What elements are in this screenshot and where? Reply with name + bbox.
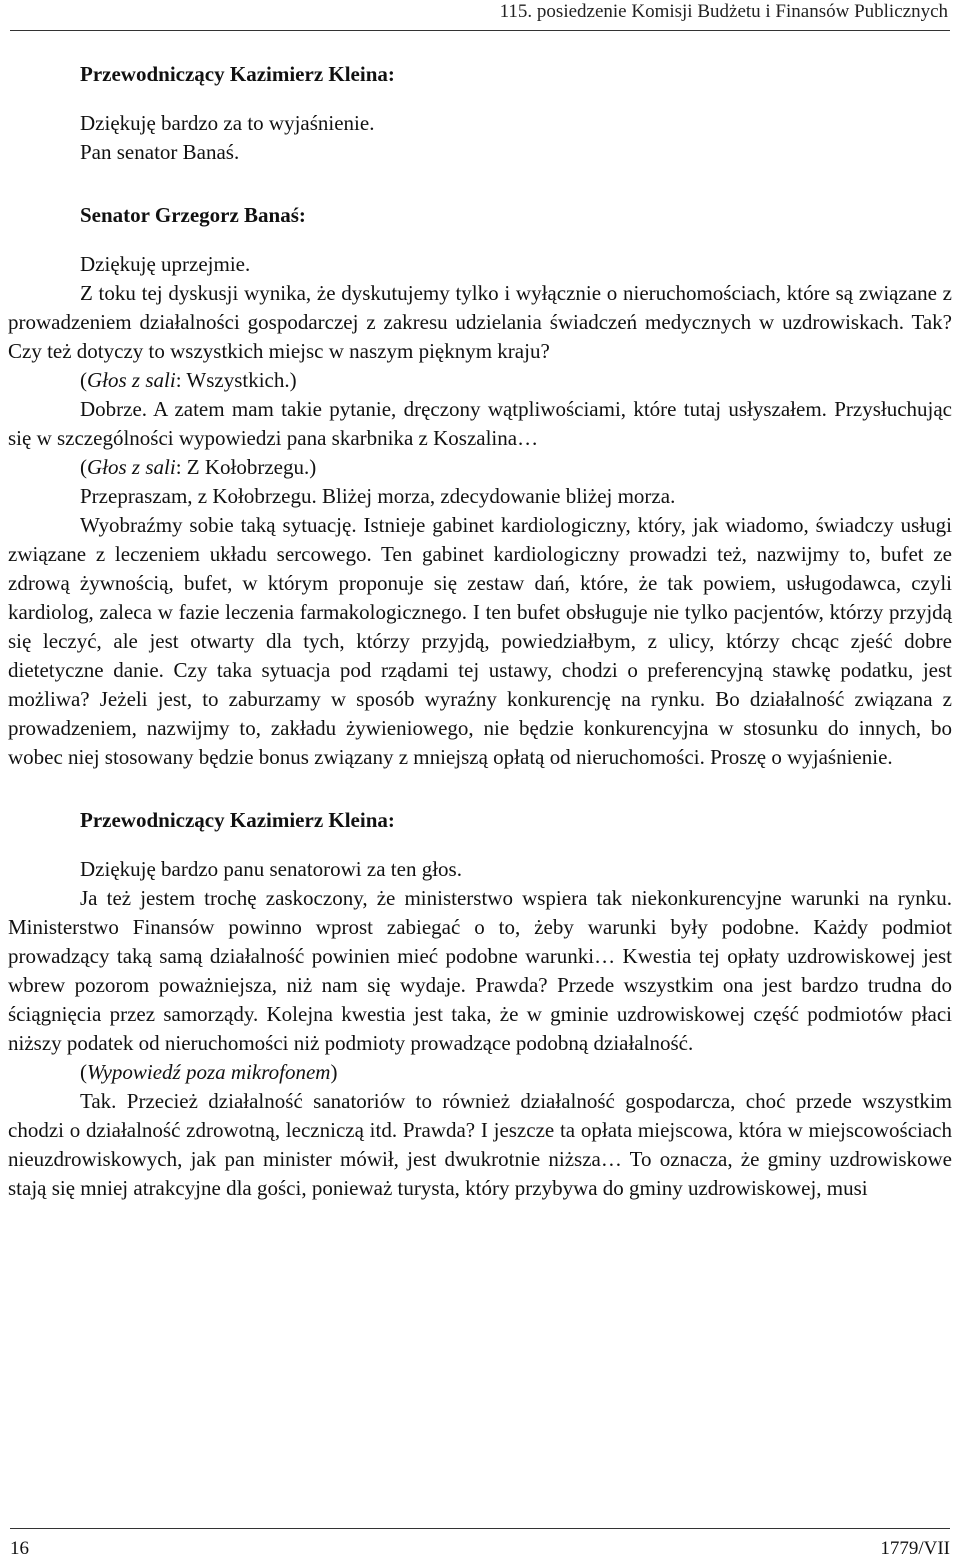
speaker-name: Przewodniczący Kazimierz Kleina: <box>80 62 395 86</box>
stage-direction-close: : Z Kołobrzegu.) <box>175 455 317 479</box>
document-number: 1779/VII <box>880 1538 950 1559</box>
stage-direction-italic: Głos z sali <box>87 368 176 392</box>
stage-direction <box>8 366 952 395</box>
paragraph: Dobrze. A zatem mam takie pytanie, dręczony wątpliwościami, które tutaj usłyszałem. Przysłuchując się w szczególności wypowiedzi pana skarbnika z Koszalina… <box>8 397 952 450</box>
header-rule <box>10 30 950 31</box>
stage-direction-open: ( <box>80 368 87 392</box>
paragraph: Dziękuję bardzo panu senatorowi za ten głos. <box>80 857 462 881</box>
paragraph: Dziękuję uprzejmie. <box>80 252 251 276</box>
speaker-name: Senator Grzegorz Banaś: <box>80 203 306 227</box>
speech-block <box>8 806 952 1203</box>
paragraph: Przepraszam, z Kołobrzegu. Bliżej morza, zdecydowanie bliżej morza. <box>80 484 676 508</box>
stage-direction <box>8 453 952 482</box>
stage-direction <box>8 1058 952 1087</box>
paragraph: Wyobraźmy sobie taką sytuację. Istnieje gabinet kardiologiczny, który, jak wiadomo, świadczy usługi związane z leczeniem układu sercowego. Ten gabinet kardiologiczny prowadzi też, nazwijmy to, bufet ze zdrową żywnością, bufet, w którym proponuje się zestaw dań, które, że tak powiem, usługodawca, czyli kardiolog, zaleca w fazie leczenia farmakologicznego. I ten bufet obsługuje nie tylko pacjentów, którzy przyjdą się leczyć, ale jest otwarty dla tych, którzy przyjdą, powiedziałbym, z ulicy, którzy chcąc zjeść dobre dietetyczne danie. Czy taka sytuacja pod rządami tej ustawy, chodzi o preferencyjną stawkę podatku, jest możliwa? Jeżeli jest, to zaburzamy w sposób wyraźny konkurencję na rynku. Bo działalność związana z prowadzeniem, nazwijmy to, zakładu żywieniowego, nie będzie konkurencyjna w stosunku do innych, bo wobec niej stosowany będzie bonus związany z mniejszą opłatą od nieruchomości. Proszę o wyjaśnienie. <box>8 513 952 769</box>
paragraph: Tak. Przecież działalność sanatoriów to również działalność gospodarcza, choć przede wszystkim chodzi o działalność zdrowotną, leczniczą itd. Prawda? I jeszcze ta opłata miejscowa, która w miejscowościach nieuzdrowiskowych, jak pan minister mówił, jest dwukrotnie niższa… To oznacza, że gminy uzdrowiskowe stają się mniej atrakcyjne dla gości, ponieważ turysta, który przybywa do gminy uzdrowiskowej, musi <box>8 1089 952 1200</box>
speech-block <box>8 60 952 167</box>
stage-direction-close: : Wszystkich.) <box>175 368 297 392</box>
stage-direction-open: ( <box>80 455 87 479</box>
document-body <box>8 60 952 1237</box>
stage-direction-close: ) <box>330 1060 338 1084</box>
speaker-name: Przewodniczący Kazimierz Kleina: <box>80 808 395 832</box>
paragraph: Dziękuję bardzo za to wyjaśnienie. <box>80 111 375 135</box>
stage-direction-italic: Wypowiedź poza mikrofonem <box>87 1060 331 1084</box>
stage-direction-open: ( <box>80 1060 87 1084</box>
speech-block <box>8 201 952 772</box>
stage-direction-italic: Głos z sali <box>87 455 176 479</box>
paragraph: Z toku tej dyskusji wynika, że dyskutujemy tylko i wyłącznie o nieruchomościach, które są związane z prowadzeniem działalności gospodarczej z zakresu udzielania świadczeń medycznych w uzdrowiskach. Tak? Czy też dotyczy to wszystkich miejsc w naszym pięknym kraju? <box>8 281 952 363</box>
paragraph: Pan senator Banaś. <box>80 140 240 164</box>
running-header: 115. posiedzenie Komisji Budżetu i Finansów Publicznych <box>499 1 948 22</box>
paragraph: Ja też jestem trochę zaskoczony, że ministerstwo wspiera tak niekonkurencyjne warunki na rynku. Ministerstwo Finansów powinno wprost zabiegać o to, żeby warunki były podobne. Każdy podmiot prowadzący taką samą działalność powinien mieć podobne warunki… Kwestia tej opłaty uzdrowiskowej jest wbrew pozorom poważniejsza, niż nam się wydaje. Prawda? Przede wszystkim ona jest bardzo trudna do ściągnięcia przez samorządy. Kolejna kwestia jest taka, że w gminie uzdrowiskowej część podmiotów płaci niższy podatek od nieruchomości niż podmioty prowadzące podobną działalność. <box>8 886 952 1055</box>
footer-rule <box>10 1528 950 1529</box>
page-number: 16 <box>10 1538 29 1559</box>
